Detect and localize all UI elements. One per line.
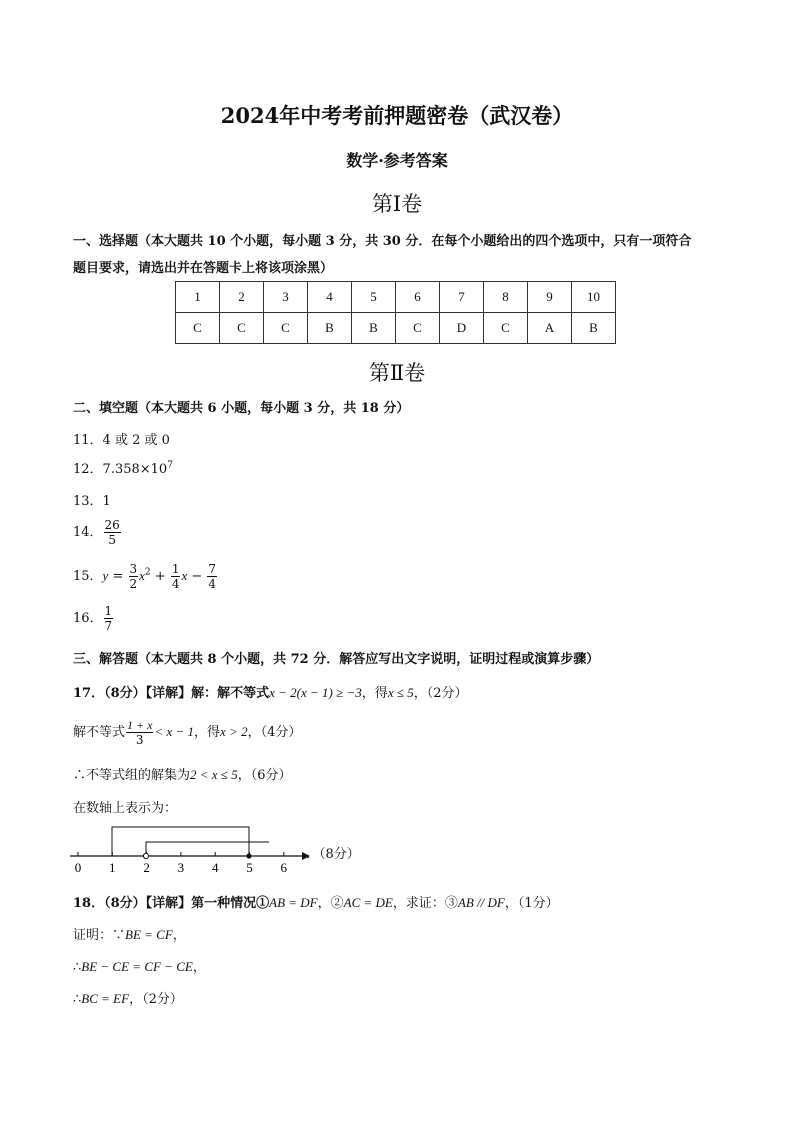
answer-table-number-row bbox=[176, 282, 616, 313]
fraction: $\frac{1 + x}{3}$ bbox=[127, 718, 153, 747]
table-cell: 9 bbox=[528, 282, 572, 313]
proof-line1: 证明：∵BE = CF， bbox=[73, 927, 186, 943]
table-cell: 4 bbox=[308, 282, 352, 313]
table-cell: B bbox=[572, 313, 616, 344]
table-cell: 1 bbox=[176, 282, 220, 313]
table-cell: D bbox=[440, 313, 484, 344]
fraction: $\frac{3}{2}$ bbox=[129, 562, 138, 591]
section1-heading-line2: 题目要求，请选出并在答题卡上将该项涂黑） bbox=[73, 261, 334, 276]
answer-15: 15．y = $\frac{3}{2}$ $x^2$ + $\frac{1}{4}$ x − $\frac{7}{4}$ bbox=[73, 562, 217, 591]
table-cell: 5 bbox=[352, 282, 396, 313]
answer-12-exponent: 7 bbox=[167, 460, 173, 471]
volume-2-heading: 第Ⅱ卷 bbox=[368, 361, 426, 385]
open-point-2 bbox=[143, 853, 148, 858]
section2-heading: 二、填空题（本大题共 6 小题，每小题 3 分，共 18 分） bbox=[73, 401, 410, 416]
table-cell: 8 bbox=[484, 282, 528, 313]
tick-label: 5 bbox=[246, 860, 253, 875]
table-cell: C bbox=[176, 313, 220, 344]
fraction: $\frac{7}{4}$ bbox=[208, 562, 217, 591]
numberline-points: ．（8分） bbox=[306, 847, 360, 862]
section1-heading-line1: 一、选择题（本大题共 10 个小题，每小题 3 分，共 30 分．在每个小题给出的四个选项中，只有一项符合 bbox=[73, 234, 692, 249]
fraction: $\frac{1}{4}$ bbox=[171, 562, 180, 591]
table-cell: 6 bbox=[396, 282, 440, 313]
table-cell: 3 bbox=[264, 282, 308, 313]
q17-line1: 17．（8分）【详解】解：解不等式x − 2(x − 1) ≥ −3，得x ≤ 5，（2分） bbox=[73, 685, 468, 701]
tick-label: 0 bbox=[74, 860, 82, 875]
table-cell: C bbox=[396, 313, 440, 344]
proof-line3: ∴BC = EF，（2分） bbox=[73, 991, 183, 1007]
proof-line2: ∴BE − CE = CF − CE， bbox=[73, 959, 206, 975]
page-subtitle: 数学·参考答案 bbox=[346, 151, 448, 170]
tick-label: 1 bbox=[109, 860, 116, 875]
fraction: $\frac{26}{5}$ bbox=[104, 518, 120, 547]
tick-label: 3 bbox=[177, 860, 185, 875]
answer-label: 12． bbox=[73, 462, 103, 477]
table-cell: 10 bbox=[572, 282, 616, 313]
q17-line2: 解不等式 $\frac{1 + x}{3}$ < x − 1，得x > 2，（4分） bbox=[73, 718, 302, 747]
table-cell: C bbox=[264, 313, 308, 344]
section3-heading: 三、解答题（本大题共 8 个小题，共 72 分．解答应写出文字说明，证明过程或演算步骤） bbox=[73, 652, 600, 667]
answer-label: 14． bbox=[73, 525, 103, 540]
answer-label: 16． bbox=[73, 611, 103, 626]
q17-line4: 在数轴上表示为： bbox=[73, 801, 178, 816]
answer-16 bbox=[73, 604, 114, 633]
q17-line3: ∴不等式组的解集为2 < x ≤ 5，（6分） bbox=[73, 767, 292, 783]
table-cell: A bbox=[528, 313, 572, 344]
solution-bracket-lower bbox=[146, 842, 269, 856]
q18-line1: 18．（8分）【详解】第一种情况①AB = DF，②AC = DE，求证：③AB // DF，（1分） bbox=[73, 895, 559, 911]
table-cell: B bbox=[308, 313, 352, 344]
volume-1-heading: 第Ⅰ卷 bbox=[371, 192, 423, 216]
tick-label: 4 bbox=[211, 860, 219, 875]
table-cell: C bbox=[484, 313, 528, 344]
answer-table bbox=[175, 281, 616, 344]
closed-point-5 bbox=[246, 853, 251, 858]
tick-label: 2 bbox=[143, 860, 150, 875]
answer-14 bbox=[73, 518, 122, 547]
answer-13: 13．1 bbox=[73, 494, 111, 509]
table-cell: 7 bbox=[440, 282, 484, 313]
table-cell: B bbox=[352, 313, 396, 344]
fraction: $\frac{1}{7}$ bbox=[104, 604, 113, 633]
page-title: 2024年中考考前押题密卷（武汉卷） bbox=[220, 103, 574, 128]
answer-12-base: 7.358×10 bbox=[102, 462, 168, 477]
tick-label: 6 bbox=[280, 860, 288, 875]
answer-11: 11．4 或 2 或 0 bbox=[73, 433, 170, 448]
answer-table-answer-row bbox=[176, 313, 616, 344]
answer-label: 15． bbox=[73, 569, 103, 584]
table-cell: 2 bbox=[220, 282, 264, 313]
answer-12 bbox=[73, 458, 173, 477]
table-cell: C bbox=[220, 313, 264, 344]
